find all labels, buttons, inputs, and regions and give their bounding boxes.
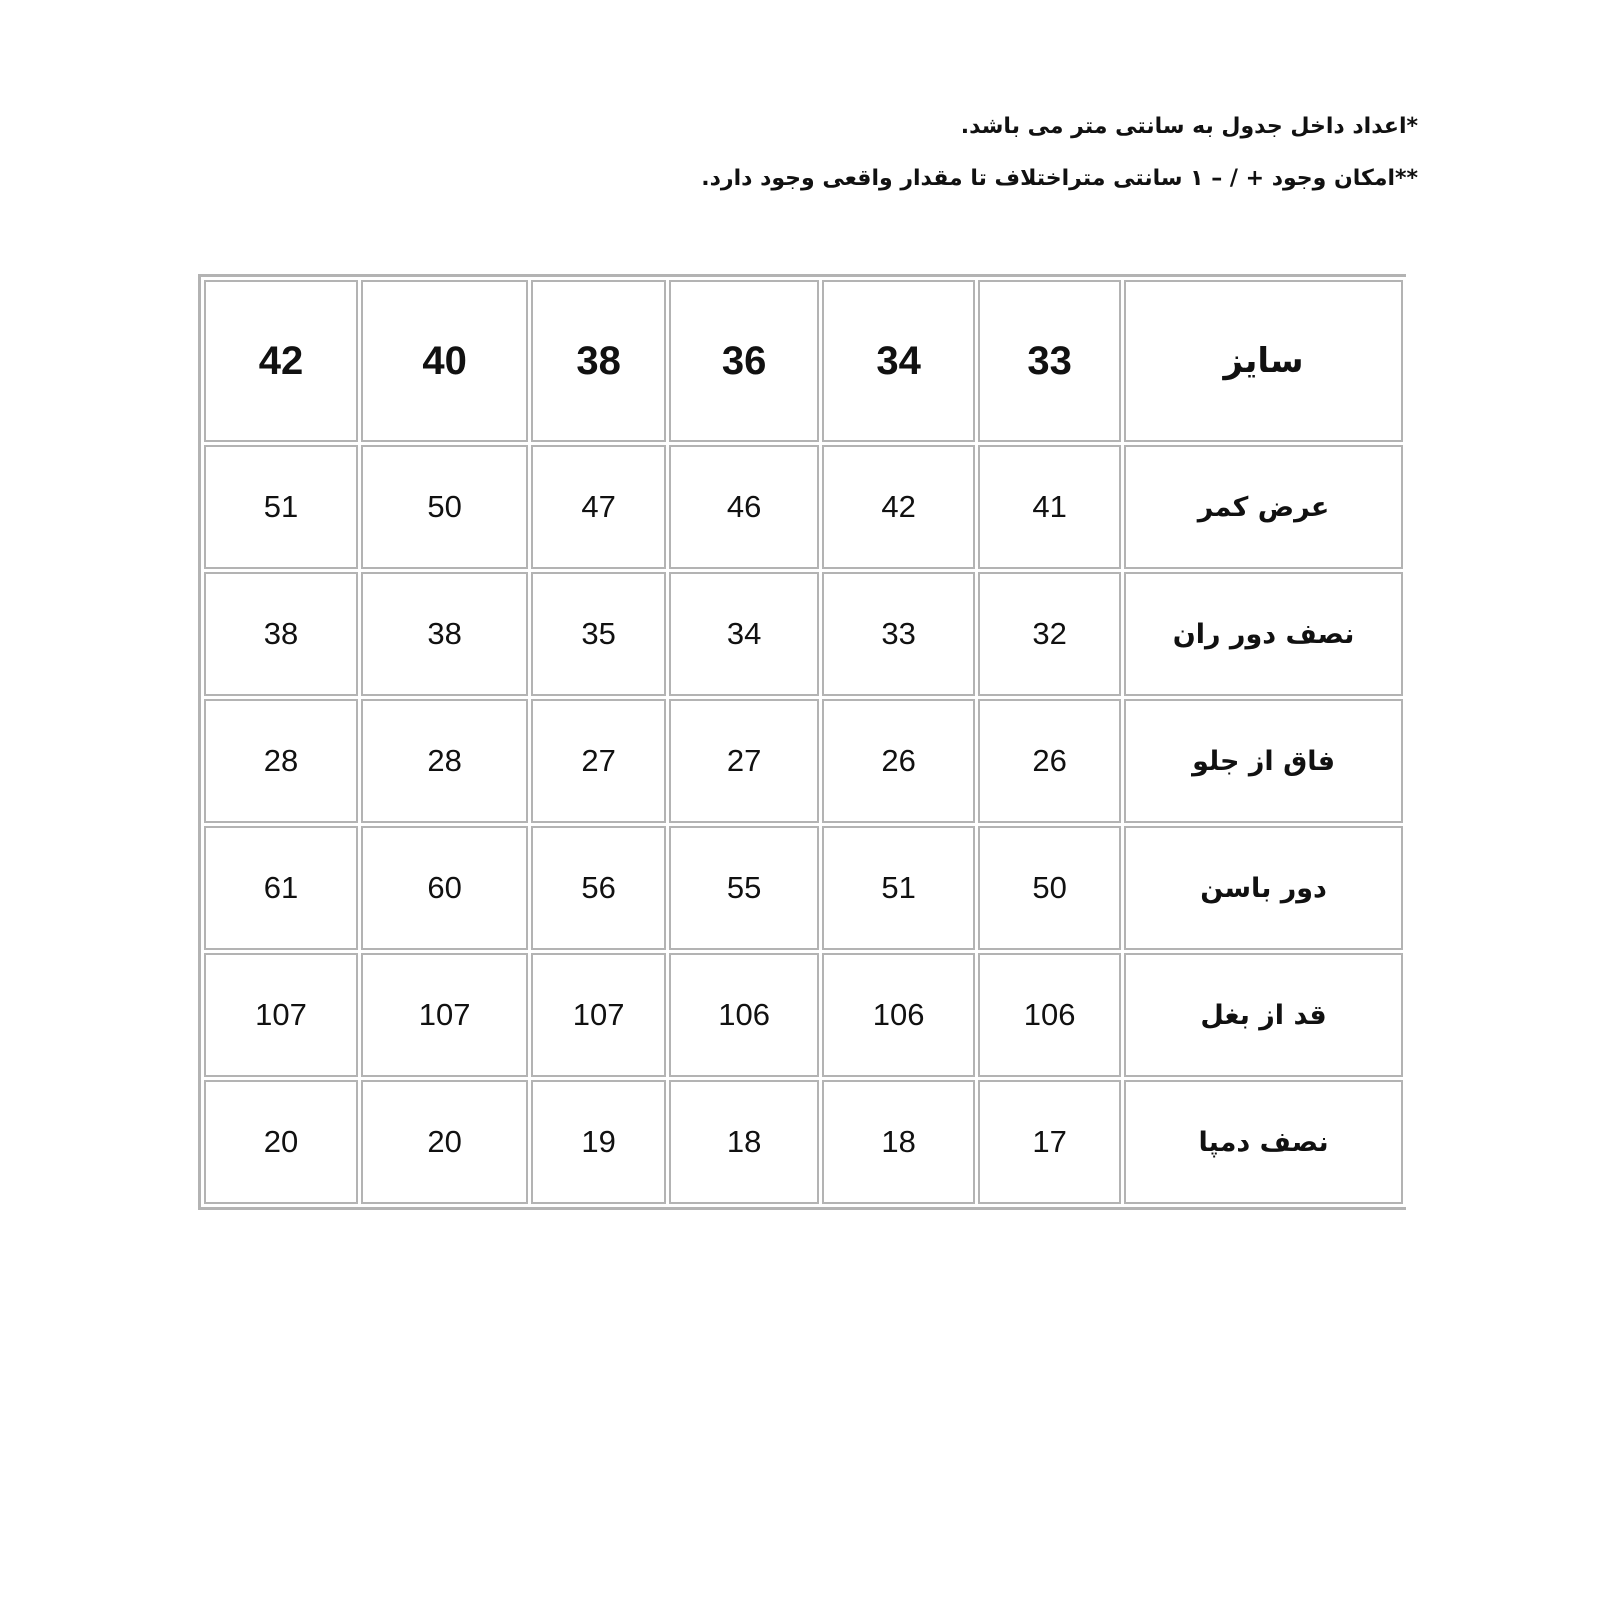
table-row-half-thigh bbox=[204, 572, 1403, 696]
table-cell: 20 bbox=[204, 1080, 358, 1204]
table-cell: 27 bbox=[669, 699, 819, 823]
table-cell: 26 bbox=[978, 699, 1121, 823]
table-row-side-length bbox=[204, 953, 1403, 1077]
table-cell: 55 bbox=[669, 826, 819, 950]
table-cell: 35 bbox=[531, 572, 666, 696]
table-row-half-hem bbox=[204, 1080, 1403, 1204]
size-table bbox=[198, 274, 1406, 1210]
table-cell: 28 bbox=[204, 699, 358, 823]
header-size-40: 40 bbox=[361, 280, 528, 442]
table-cell: 38 bbox=[361, 572, 528, 696]
table-cell: 51 bbox=[204, 445, 358, 569]
table-cell: 107 bbox=[204, 953, 358, 1077]
table-cell: 19 bbox=[531, 1080, 666, 1204]
table-cell: 18 bbox=[669, 1080, 819, 1204]
table-cell: 46 bbox=[669, 445, 819, 569]
table-cell: 33 bbox=[822, 572, 975, 696]
table-cell: 38 bbox=[204, 572, 358, 696]
row-label: نصف دمپا bbox=[1124, 1080, 1403, 1204]
note-units: *اعداد داخل جدول به سانتی متر می باشد. bbox=[960, 114, 1418, 139]
row-label: عرض کمر bbox=[1124, 445, 1403, 569]
table-header-row bbox=[204, 280, 1403, 442]
table-cell: 56 bbox=[531, 826, 666, 950]
header-size-36: 36 bbox=[669, 280, 819, 442]
header-size-38: 38 bbox=[531, 280, 666, 442]
table-cell: 107 bbox=[361, 953, 528, 1077]
note-tolerance: **امکان وجود + / – ۱ سانتی متراختلاف تا مقدار واقعی وجود دارد. bbox=[701, 166, 1418, 191]
table-cell: 42 bbox=[822, 445, 975, 569]
header-size-33: 33 bbox=[978, 280, 1121, 442]
table-cell: 50 bbox=[361, 445, 528, 569]
table-cell: 20 bbox=[361, 1080, 528, 1204]
header-size-34: 34 bbox=[822, 280, 975, 442]
header-size-42: 42 bbox=[204, 280, 358, 442]
size-table-container bbox=[198, 274, 1403, 1210]
table-cell: 47 bbox=[531, 445, 666, 569]
notes bbox=[658, 112, 1418, 216]
table-row-hip bbox=[204, 826, 1403, 950]
row-label: دور باسن bbox=[1124, 826, 1403, 950]
table-cell: 50 bbox=[978, 826, 1121, 950]
table-cell: 26 bbox=[822, 699, 975, 823]
table-row-waist bbox=[204, 445, 1403, 569]
table-cell: 106 bbox=[822, 953, 975, 1077]
row-label: نصف دور ران bbox=[1124, 572, 1403, 696]
table-cell: 106 bbox=[978, 953, 1121, 1077]
table-cell: 32 bbox=[978, 572, 1121, 696]
table-row-front-rise bbox=[204, 699, 1403, 823]
row-label: قد از بغل bbox=[1124, 953, 1403, 1077]
table-cell: 61 bbox=[204, 826, 358, 950]
table-cell: 28 bbox=[361, 699, 528, 823]
table-cell: 107 bbox=[531, 953, 666, 1077]
table-cell: 34 bbox=[669, 572, 819, 696]
table-cell: 106 bbox=[669, 953, 819, 1077]
row-label: فاق از جلو bbox=[1124, 699, 1403, 823]
table-cell: 60 bbox=[361, 826, 528, 950]
header-size-label: سایز bbox=[1124, 280, 1403, 442]
table-cell: 41 bbox=[978, 445, 1121, 569]
table-cell: 27 bbox=[531, 699, 666, 823]
table-cell: 51 bbox=[822, 826, 975, 950]
table-cell: 18 bbox=[822, 1080, 975, 1204]
table-cell: 17 bbox=[978, 1080, 1121, 1204]
